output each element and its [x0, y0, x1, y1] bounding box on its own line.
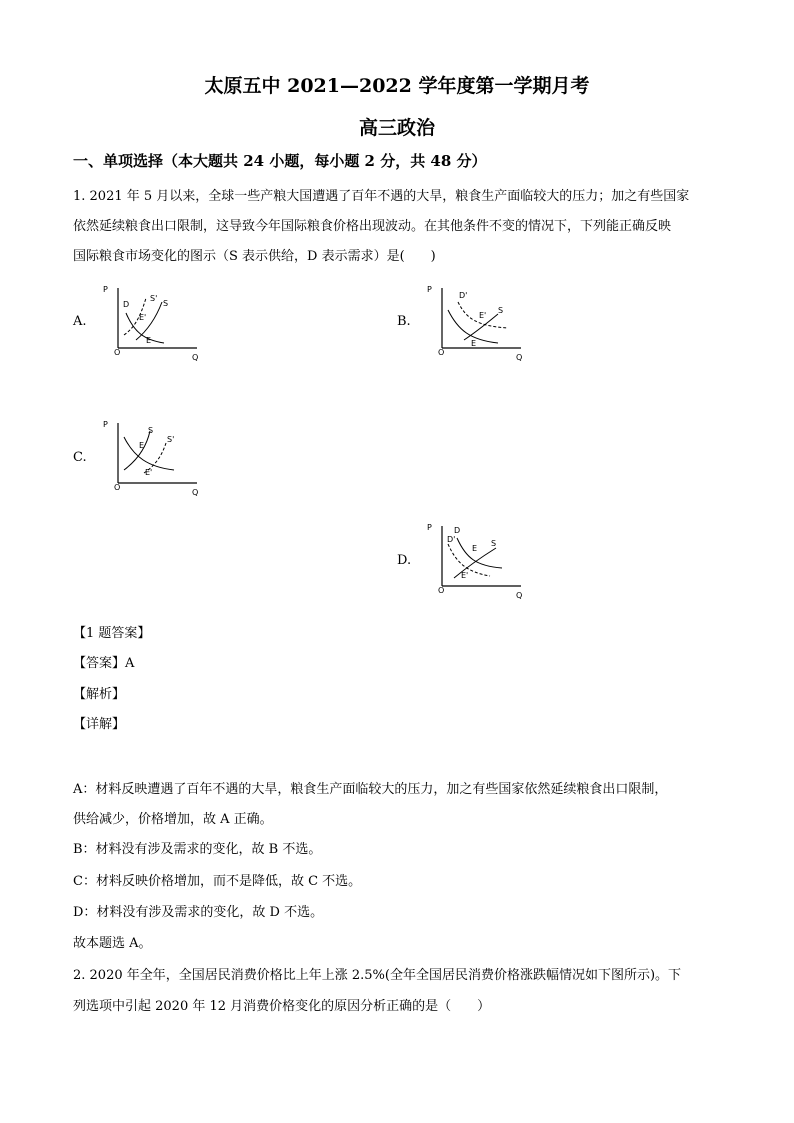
new-equilibrium-label: E' [461, 571, 469, 580]
section-heading: 一、单项选择（本大题共 24 小题，每小题 2 分，共 48 分） [73, 152, 487, 170]
axis-p-label: P [427, 523, 432, 532]
explanation-line-5: D：材料没有涉及需求的变化，故 D 不选。 [73, 905, 324, 920]
option-b-graph [424, 280, 534, 365]
axis-p-label: P [103, 420, 108, 429]
new-equilibrium-label: E' [479, 311, 487, 320]
equilibrium-label: E [139, 441, 145, 450]
option-d-graph [424, 518, 534, 603]
question-2-line-2: 列选项中引起 2020 年 12 月消费价格变化的原因分析正确的是（ ） [73, 999, 491, 1014]
axis-q-label: Q [192, 353, 199, 362]
question-1-tag: 【1 题答案】 [73, 626, 151, 641]
supply-label: S [491, 539, 497, 548]
equilibrium-label: E [146, 336, 152, 345]
shifted-demand-curve [448, 544, 490, 576]
axis-q-label: Q [516, 353, 523, 362]
axis-q-label: Q [516, 591, 523, 600]
explanation-line-4: C：材料反映价格增加，而不是降低，故 C 不选。 [73, 874, 362, 889]
option-a-label: A. [73, 314, 87, 329]
question-1-analysis: 【解析】 [73, 687, 126, 702]
axis-q-label: Q [192, 488, 199, 497]
exam-title: 太原五中 2021—2022 学年度第一学期月考 [204, 75, 590, 97]
demand-label: D [454, 526, 461, 535]
new-equilibrium-label: E' [139, 313, 147, 322]
shifted-demand-label: D' [447, 535, 456, 544]
question-1-line-3: 国际粮食市场变化的图示（S 表示供给，D 表示需求）是( ) [73, 249, 436, 264]
explanation-line-3: B：材料没有涉及需求的变化，故 B 不选。 [73, 842, 322, 857]
supply-curve [124, 431, 150, 470]
origin-label: O [438, 348, 445, 357]
option-c-graph [100, 415, 210, 500]
equilibrium-label: E [471, 339, 477, 348]
option-a-graph [100, 280, 210, 365]
explanation-line-2: 供给减少，价格增加，故 A 正确。 [73, 812, 273, 827]
origin-label: O [114, 348, 121, 357]
supply-label: S [148, 426, 154, 435]
demand-label: D [123, 300, 130, 309]
option-b-label: B. [397, 314, 411, 329]
question-1-line-2: 依然延续粮食出口限制，这导致今年国际粮食价格出现波动。在其他条件不变的情况下，下列能正确反映 [73, 219, 672, 234]
explanation-line-1: A：材料反映遭遇了百年不遇的大旱，粮食生产面临较大的压力，加之有些国家依然延续粮食出口限制， [73, 782, 668, 797]
origin-label: O [438, 586, 445, 595]
explanation-line-6: 故本题选 A。 [73, 936, 152, 951]
shifted-supply-label: S' [167, 435, 175, 444]
shifted-supply-label: S' [150, 294, 158, 303]
axis-p-label: P [103, 285, 108, 294]
option-d-label: D. [397, 553, 412, 568]
axis-p-label: P [427, 285, 432, 294]
supply-label: S [163, 299, 169, 308]
equilibrium-label: E [472, 544, 478, 553]
new-equilibrium-label: E' [145, 468, 153, 477]
question-1-line-1: 1. 2021 年 5 月以来，全球一些产粮大国遭遇了百年不遇的大旱，粮食生产面临较大的压力；加之有些国家 [73, 189, 690, 204]
supply-label: S [498, 306, 504, 315]
question-2-line-1: 2. 2020 年全年，全国居民消费价格比上年上涨 2.5%(全年全国居民消费价格涨跌幅情况如下图所示)。下 [73, 968, 682, 983]
question-1-answer: 【答案】A [73, 656, 135, 671]
origin-label: O [114, 483, 121, 492]
exam-subtitle: 高三政治 [358, 117, 435, 139]
question-1-detail: 【详解】 [73, 717, 126, 732]
option-c-label: C. [73, 450, 87, 465]
shifted-demand-label: D' [459, 291, 468, 300]
